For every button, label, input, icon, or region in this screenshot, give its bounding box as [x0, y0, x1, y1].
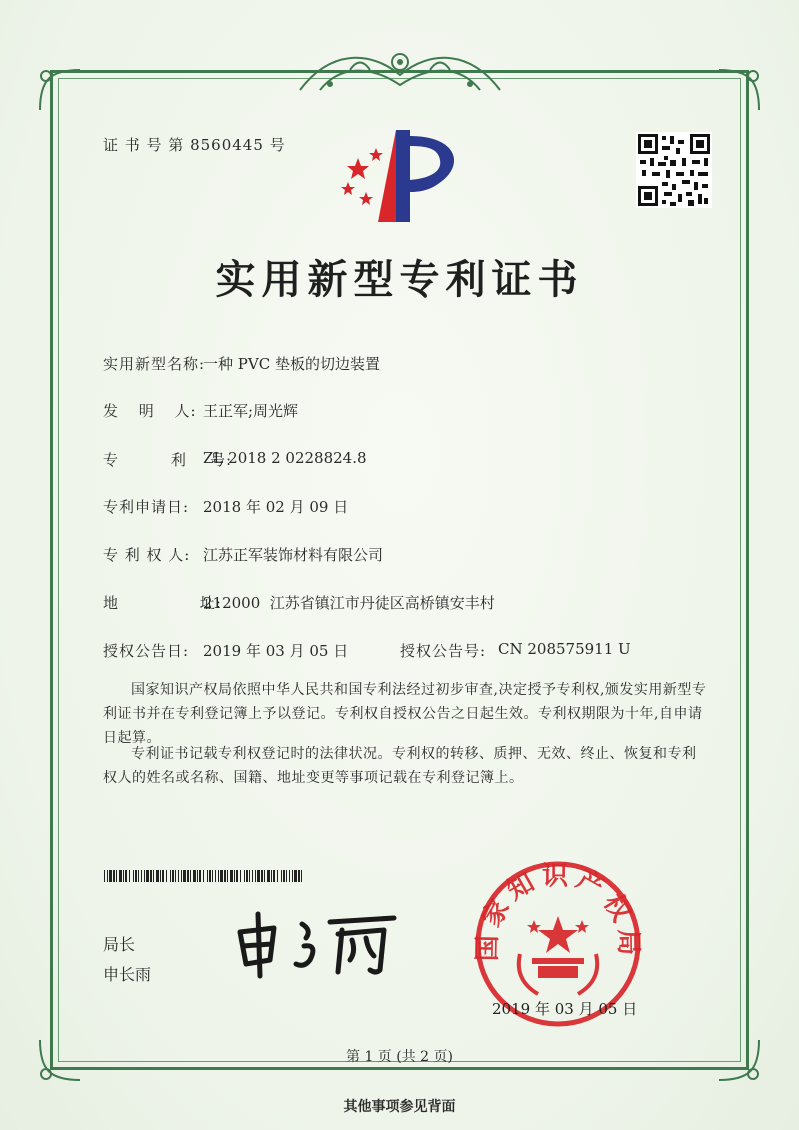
- statement-paragraph: 专利证书记载专利权登记时的法律状况。专利权的转移、质押、无效、终止、恢复和专利权人的姓名或名称、国籍、地址变更等事项记载在专利登记簿上。: [103, 746, 697, 786]
- field-value-patent-number: ZL 2018 2 0228824.8: [203, 449, 367, 467]
- field-label-address: 地 址:: [103, 594, 222, 612]
- field-value-inventor: 王正军;周光辉: [203, 402, 299, 420]
- field-label-grant-date: 授权公告日:: [103, 642, 190, 660]
- signatory-title: 局长: [103, 935, 136, 954]
- page-indicator: 第 1 页 (共 2 页): [346, 1049, 453, 1065]
- handwritten-signature: [226, 902, 406, 982]
- field-label-patent-number: 专 利 号:: [103, 451, 233, 469]
- cnipa-logo-icon: [338, 126, 468, 226]
- corner-ornament-icon: [30, 60, 90, 120]
- signatory-name: 申长雨: [103, 965, 152, 984]
- field-value-filing-date: 2018 年 02 月 09 日: [203, 498, 349, 516]
- field-label-filing-date: 专利申请日:: [103, 498, 190, 516]
- field-label-grant-number: 授权公告号:: [400, 642, 487, 660]
- field-value-address: 212000 江苏省镇江市丹徒区高桥镇安丰村: [203, 594, 495, 612]
- certificate-number: 证 书 号 第 8560445 号: [103, 136, 286, 154]
- svg-text:国家知识产权局: 国家知识产权局: [472, 861, 644, 962]
- barcode-icon: [104, 870, 304, 882]
- seal-date: 2019 年 03 月 05 日: [492, 1000, 638, 1018]
- field-value-patentee: 江苏正军装饰材料有限公司: [203, 546, 384, 564]
- footer-note: 其他事项参见背面: [343, 1099, 456, 1115]
- qr-code-icon: [636, 132, 712, 208]
- corner-ornament-icon: [709, 60, 769, 120]
- top-ornament-icon: [290, 40, 510, 102]
- field-label-inventor: 发 明 人:: [103, 402, 197, 420]
- field-label-name: 实用新型名称:: [103, 355, 206, 373]
- statement-paragraph: 国家知识产权局依照中华人民共和国专利法经过初步审查,决定授予专利权,颁发实用新型专利证书并在专利登记簿上予以登记。专利权自授权公告之日起生效。专利权期限为十年,自申请日起算。: [103, 682, 707, 746]
- field-label-patentee: 专 利 权 人:: [103, 546, 191, 564]
- field-value-name: 一种 PVC 垫板的切边装置: [203, 355, 380, 373]
- field-value-grant-number: CN 208575911 U: [498, 640, 631, 658]
- field-value-grant-date: 2019 年 03 月 05 日: [203, 642, 349, 660]
- certificate-title: 实用新型专利证书: [215, 257, 584, 303]
